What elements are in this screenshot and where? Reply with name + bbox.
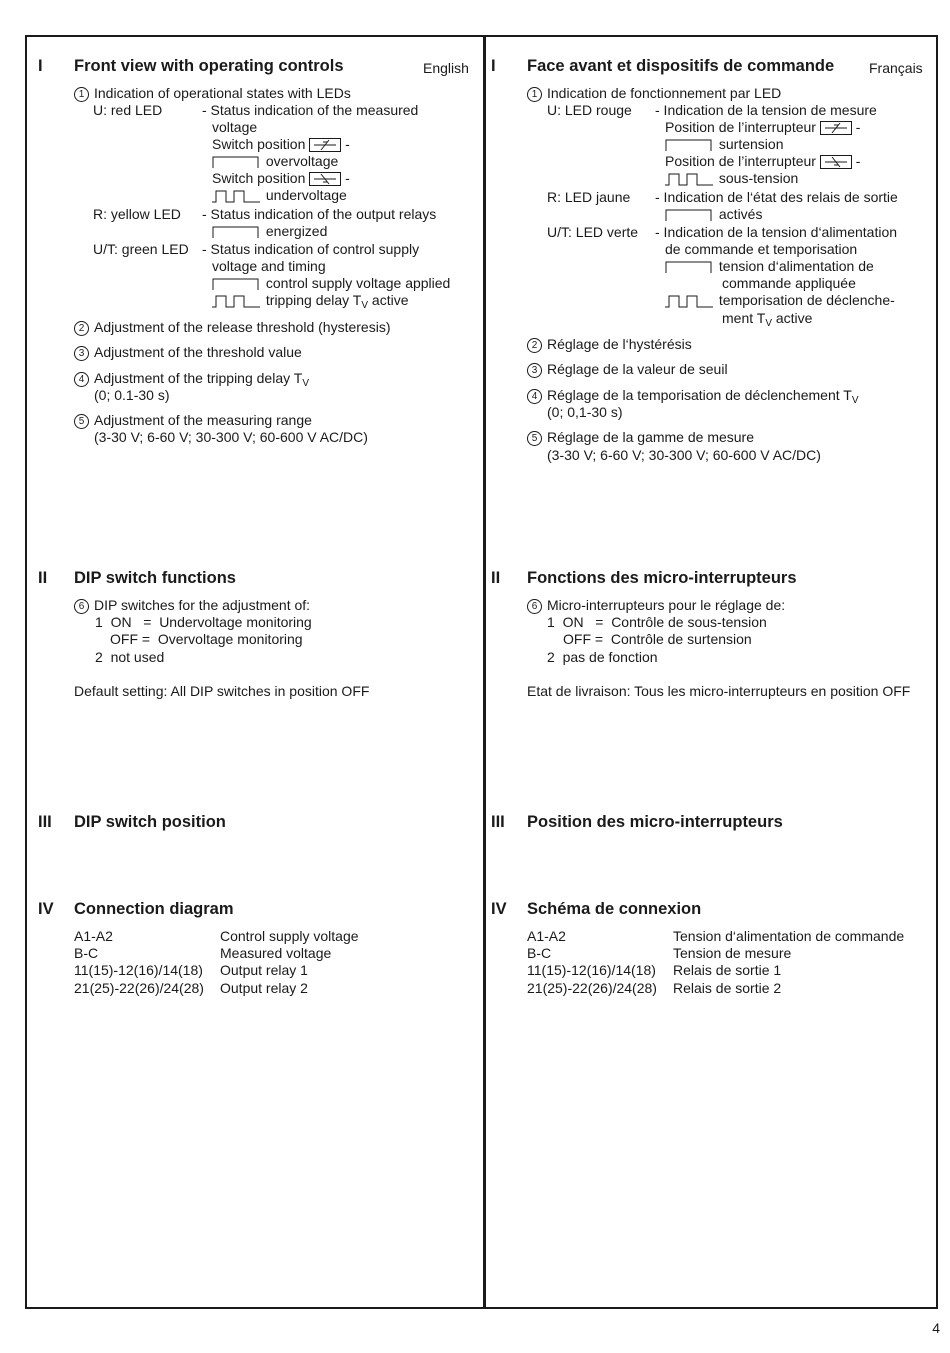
dip-line-2: OFF = Overvoltage monitoring — [110, 631, 303, 647]
item-3 — [527, 361, 728, 378]
section-4-number: IV — [491, 900, 507, 918]
ut-led-label: U/T: green LED — [93, 241, 189, 257]
page-number: 4 — [932, 1320, 940, 1336]
relay-on-icon — [665, 260, 715, 278]
dash: - — [345, 136, 350, 152]
ut-led-desc-2: voltage and timing — [212, 258, 326, 274]
undervoltage-line — [665, 170, 798, 190]
overvoltage-text: overvoltage — [265, 153, 339, 169]
item-3-text: Adjustment of the threshold value — [94, 344, 302, 360]
control-supply-text: control supply voltage applied — [265, 275, 451, 291]
connection-term: 11(15)-12(16)/14(18) — [74, 962, 203, 978]
item-1 — [74, 85, 351, 102]
section-2-number: II — [491, 569, 501, 587]
item-4-text: Réglage de la temporisation de déclenchement T — [547, 387, 852, 403]
subscript: V — [851, 395, 859, 406]
connection-desc: Relais de sortie 2 — [673, 980, 782, 996]
item-6-text: Micro-interrupteurs pour le réglage de: — [547, 597, 786, 613]
language-label: Français — [869, 60, 923, 76]
item-2-text: Réglage de l‘hystérésis — [547, 336, 692, 352]
section-3-title: Position des micro-interrupteurs — [527, 813, 783, 831]
r-led-desc: - Status indication of the output relays — [202, 206, 437, 222]
connection-desc: Tension d‘alimentation de commande — [673, 928, 905, 944]
control-supply-text: tension d‘alimentation de — [718, 258, 874, 274]
ut-led-desc-2: de commande et temporisation — [665, 241, 858, 257]
item-6-text: DIP switches for the adjustment of: — [94, 597, 311, 613]
connection-term: 21(25)-22(26)/24(28) — [74, 980, 204, 996]
circled-number: 2 — [74, 321, 89, 336]
circled-number: 5 — [527, 431, 542, 446]
tripping-end: active — [368, 292, 409, 308]
section-4-title: Schéma de connexion — [527, 900, 702, 918]
connection-term: B-C — [527, 945, 552, 961]
energized-text: energized — [265, 223, 328, 239]
pulse-icon — [212, 189, 262, 207]
item-2 — [527, 336, 692, 353]
item-4-range: (0; 0.1-30 s) — [94, 387, 170, 403]
tripping-line — [212, 292, 409, 314]
r-led-label: R: yellow LED — [93, 206, 181, 222]
section-1-title: Front view with operating controls — [74, 57, 344, 75]
circled-number: 1 — [74, 87, 89, 102]
item-3 — [74, 344, 302, 361]
item-4-range: (0; 0,1-30 s) — [547, 404, 623, 420]
tripping-text: temporisation de déclenche- — [718, 292, 895, 308]
dip-line-3: 2 not used — [95, 649, 165, 665]
subscript: V — [765, 318, 772, 329]
dash: - — [855, 153, 861, 169]
item-1 — [527, 85, 781, 102]
subscript: V — [302, 378, 309, 389]
tripping-text-2: ment T — [722, 310, 766, 326]
item-2-text: Adjustment of the release threshold (hysteresis) — [94, 319, 391, 335]
r-led-desc: - Indication de l‘état des relais de sortie — [655, 189, 898, 205]
undervoltage-text: undervoltage — [265, 187, 347, 203]
switch-under-icon — [820, 155, 852, 173]
connection-desc: Control supply voltage — [220, 928, 359, 944]
subscript: V — [361, 300, 369, 311]
item-6 — [527, 597, 785, 614]
item-5 — [74, 412, 312, 429]
item-5-text: Adjustment of the measuring range — [94, 412, 312, 428]
ut-led-desc: - Status indication of control supply — [202, 241, 420, 257]
switch-position-text: Position de l’interrupteur — [665, 119, 816, 135]
connection-term: A1-A2 — [527, 928, 566, 944]
control-supply-text-2: commande appliquée — [722, 275, 856, 291]
connection-term: B-C — [74, 945, 99, 961]
ut-led-desc: - Indication de la tension d‘alimentation — [655, 224, 898, 240]
section-2-title: DIP switch functions — [74, 569, 236, 587]
section-2-number: II — [38, 569, 48, 587]
pulse-icon — [665, 172, 715, 190]
section-1-number: I — [491, 57, 496, 75]
item-5-range: (3-30 V; 6-60 V; 30-300 V; 60-600 V AC/DC) — [94, 429, 368, 445]
item-3-text: Réglage de la valeur de seuil — [547, 361, 728, 377]
connection-term: 21(25)-22(26)/24(28) — [527, 980, 657, 996]
dip-line-2: OFF = Contrôle de surtension — [563, 631, 752, 647]
u-led-label: U: red LED — [93, 102, 163, 118]
dip-line-1: 1 ON = Undervoltage monitoring — [95, 614, 312, 630]
circled-number: 2 — [527, 338, 542, 353]
dip-line-1: 1 ON = Contrôle de sous-tension — [547, 614, 767, 630]
pulse-icon — [665, 294, 715, 312]
circled-number: 6 — [527, 599, 542, 614]
u-led-desc: - Indication de la tension de mesure — [655, 102, 877, 118]
u-led-desc: - Status indication of the measured — [202, 102, 419, 118]
item-6 — [74, 597, 310, 614]
section-1-title: Face avant et dispositifs de commande — [527, 57, 835, 75]
connection-term: A1-A2 — [74, 928, 113, 944]
section-3-title: DIP switch position — [74, 813, 226, 831]
circled-number: 3 — [527, 363, 542, 378]
section-3-number: III — [491, 813, 505, 831]
section-4-title: Connection diagram — [74, 900, 234, 918]
undervoltage-text: sous-tension — [718, 170, 799, 186]
u-led-desc-2: voltage — [212, 119, 258, 135]
column-divider — [483, 35, 486, 1309]
tripping-end: active — [771, 310, 813, 326]
connection-desc: Measured voltage — [220, 945, 332, 961]
circled-number: 3 — [74, 346, 89, 361]
item-1-text: Indication of operational states with LEDs — [94, 85, 351, 101]
dip-line-3: 2 pas de fonction — [547, 649, 658, 665]
connection-desc: Tension de mesure — [673, 945, 792, 961]
circled-number: 4 — [74, 372, 89, 387]
default-setting: Etat de livraison: Tous les micro-interrupteurs en position OFF — [527, 683, 911, 699]
switch-position-text: Position de l’interrupteur — [665, 153, 816, 169]
item-5-range: (3-30 V; 6-60 V; 30-300 V; 60-600 V AC/DC) — [547, 447, 821, 463]
item-2 — [74, 319, 390, 336]
u-led-label: U: LED rouge — [547, 102, 632, 118]
circled-number: 5 — [74, 414, 89, 429]
energized-text: activés — [718, 206, 763, 222]
item-5 — [527, 429, 754, 446]
connection-desc: Output relay 2 — [220, 980, 308, 996]
item-4-text: Adjustment of the tripping delay T — [94, 370, 303, 386]
ut-led-label: U/T: LED verte — [547, 224, 639, 240]
r-led-label: R: LED jaune — [547, 189, 631, 205]
language-label: English — [423, 60, 469, 76]
section-4-number: IV — [38, 900, 54, 918]
connection-term: 11(15)-12(16)/14(18) — [527, 962, 656, 978]
connection-desc: Relais de sortie 1 — [673, 962, 782, 978]
switch-over-icon — [820, 121, 852, 139]
circled-number: 6 — [74, 599, 89, 614]
circled-number: 1 — [527, 87, 542, 102]
dash: - — [855, 119, 861, 135]
switch-position-text: Switch position — [212, 170, 306, 186]
section-2-title: Fonctions des micro-interrupteurs — [527, 569, 797, 587]
tripping-text: tripping delay T — [265, 292, 362, 308]
section-1-number: I — [38, 57, 43, 75]
connection-desc: Output relay 1 — [220, 962, 308, 978]
default-setting: Default setting: All DIP switches in position OFF — [74, 683, 370, 699]
overvoltage-text: surtension — [718, 136, 784, 152]
dash: - — [345, 170, 350, 186]
circled-number: 4 — [527, 389, 542, 404]
pulse-icon — [212, 294, 262, 312]
switch-position-text: Switch position — [212, 136, 306, 152]
item-5-text: Réglage de la gamme de mesure — [547, 429, 755, 445]
item-1-text: Indication de fonctionnement par LED — [547, 85, 782, 101]
section-3-number: III — [38, 813, 52, 831]
tripping-line-2 — [722, 310, 812, 332]
undervoltage-line — [212, 187, 347, 207]
